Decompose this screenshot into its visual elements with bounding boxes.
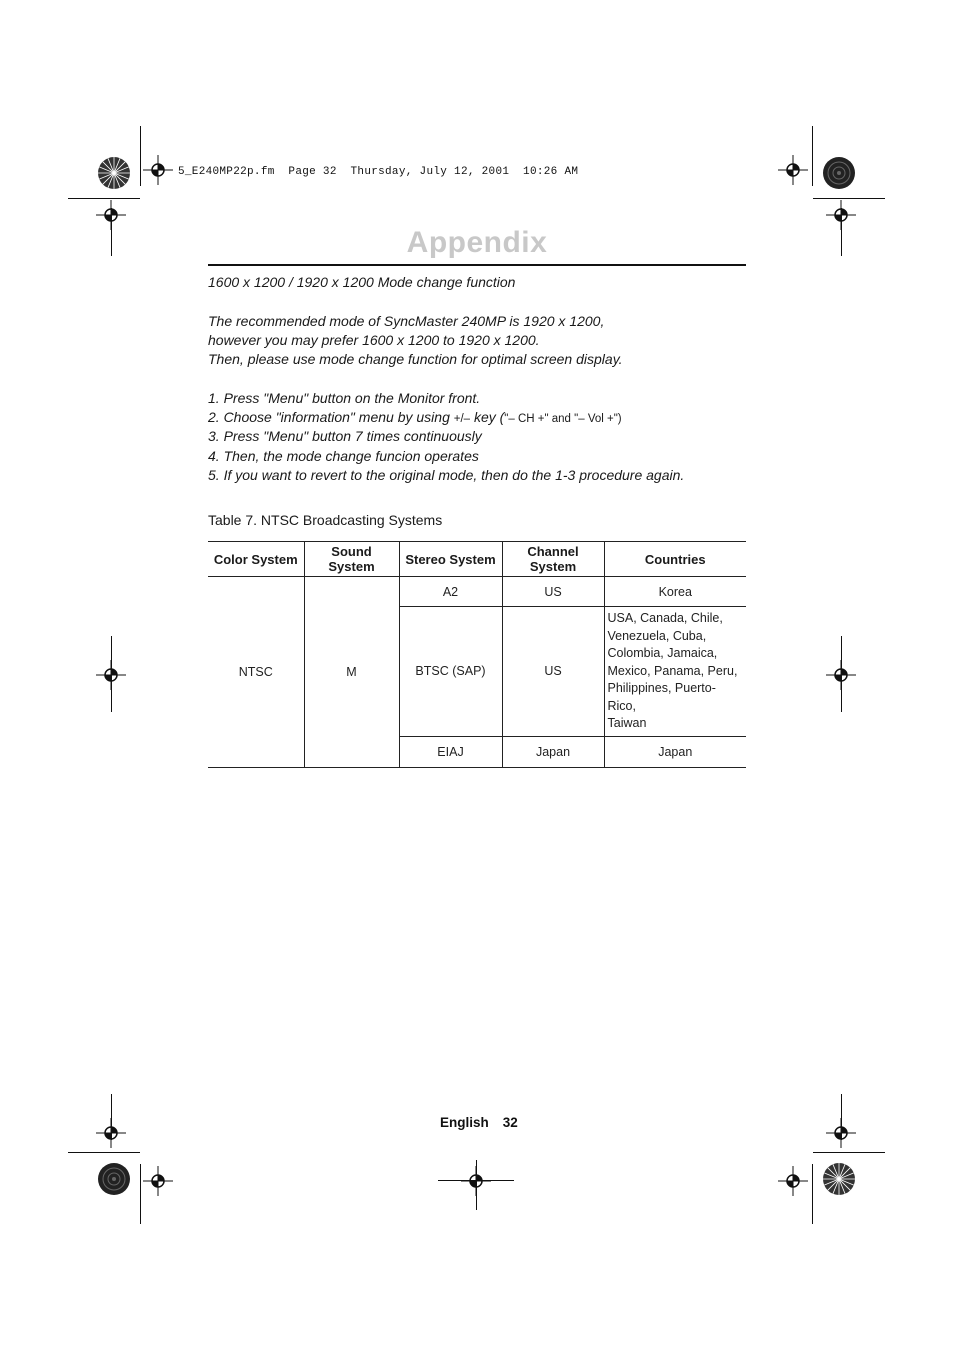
header-channel-system: Channel System [502,542,604,577]
header-sound-system: Sound System [304,542,399,577]
country-line: Philippines, Puerto-Rico, [607,681,716,713]
step-4: 4. Then, the mode change funcion operates [208,448,479,464]
ntsc-broadcast-table [208,541,746,768]
sound-system-cell: M [304,577,399,768]
country-line: Venezuela, Cuba, [607,628,707,643]
table-row [208,577,746,607]
country-line: Mexico, Panama, Peru, [607,663,738,678]
step-5: 5. If you want to revert to the original mode, then do the 1-3 procedure again. [208,467,685,483]
countries-cell: Japan [604,736,746,767]
channel-cell: US [502,577,604,607]
starburst-target-icon [822,156,856,190]
step-2 [208,409,622,425]
registration-mark-icon [778,155,808,185]
page-footer [440,1115,518,1130]
countries-cell: Korea [604,577,746,607]
registration-mark-icon [143,155,173,185]
crop-mark [68,198,140,199]
starburst-target-icon [97,156,131,190]
crop-mark [140,126,141,186]
step-2-plus-minus: +/– [453,413,471,425]
table-caption: Table 7. NTSC Broadcasting Systems [208,512,443,528]
crop-mark [841,1094,842,1140]
crop-mark [841,208,842,256]
footer-language: English [440,1115,489,1130]
page-number: 32 [502,1115,518,1130]
starburst-target-icon [97,1162,131,1196]
crop-mark [812,126,813,186]
stereo-cell: EIAJ [399,736,502,767]
crop-mark [476,1160,477,1210]
stereo-cell: BTSC (SAP) [399,607,502,737]
step-2-key: key ( [473,409,505,425]
step-2-text: 2. Choose "information" menu by using [208,409,450,425]
countries-cell [604,607,746,737]
table-header-row [208,542,746,577]
mode-change-heading: 1600 x 1200 / 1920 x 1200 Mode change function [208,274,516,290]
header-countries: Countries [604,542,746,577]
channel-cell: Japan [502,736,604,767]
crop-mark [813,1152,885,1153]
crop-mark [841,636,842,712]
color-system-cell: NTSC [208,577,304,768]
registration-mark-icon [143,1166,173,1196]
starburst-target-icon [822,1162,856,1196]
crop-mark [111,208,112,256]
country-line: Colombia, Jamaica, [607,646,718,660]
recommended-mode-line-3: Then, please use mode change function for optimal screen display. [208,351,623,367]
stereo-cell: A2 [399,577,502,607]
recommended-mode-line-2: however you may prefer 1600 x 1200 to 1920 x 1200. [208,332,540,348]
title-rule [208,264,746,266]
registration-mark-icon [778,1166,808,1196]
crop-mark [140,1164,141,1224]
header-color-system: Color System [208,542,304,577]
crop-mark [812,1164,813,1224]
crop-mark [68,1152,140,1153]
country-line: USA, Canada, Chile, [607,611,723,625]
step-2-keys: "– CH +" and "– Vol +") [504,413,622,425]
crop-mark [111,1094,112,1140]
header-stereo-system: Stereo System [399,542,502,577]
crop-mark [111,636,112,712]
step-3: 3. Press "Menu" button 7 times continuously [208,428,482,444]
country-line: Taiwan [607,716,647,730]
recommended-mode-line-1: The recommended mode of SyncMaster 240MP is 1920 x 1200, [208,313,605,329]
page-title: Appendix [406,226,548,259]
print-header: 5_E240MP22p.fm Page 32 Thursday, July 12, 2001 10:26 AM [178,166,579,178]
crop-mark [813,198,885,199]
channel-cell: US [502,607,604,737]
step-1: 1. Press "Menu" button on the Monitor front. [208,390,481,406]
